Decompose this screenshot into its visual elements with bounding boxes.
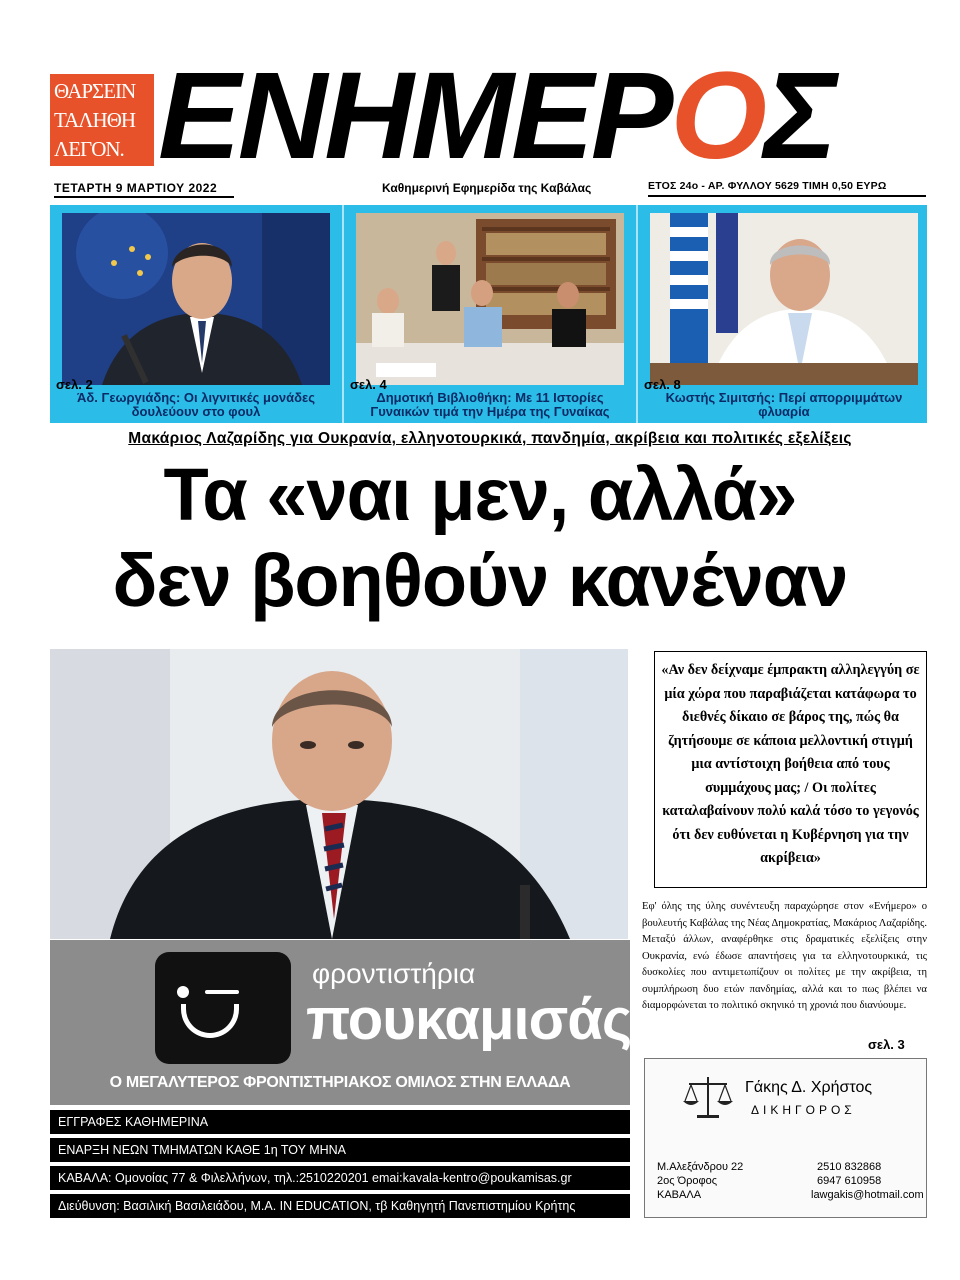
tutoring-ad[interactable] bbox=[50, 940, 630, 1105]
teaser-1-photo bbox=[62, 213, 330, 385]
logo-text-end: Σ bbox=[763, 47, 835, 185]
ad-slogan: Ο ΜΕΓΑΛΥΤΕΡΟΣ ΦΡΟΝΤΙΣΤΗΡΙΑΚΟΣ ΟΜΙΛΟΣ ΣΤΗΝ ΕΛΛΑΔΑ bbox=[109, 1074, 571, 1091]
lead-photo bbox=[50, 649, 628, 939]
ad-bar-contact: ΚΑΒΑΛΑ: Ομονοίας 77 & Φιλελλήνων, τηλ.:2510220201 emai:kavala-kentro@poukamisas.gr bbox=[50, 1166, 630, 1190]
teaser-1-caption: Άδ. Γεωργιάδης: Οι λιγνιτικές μονάδες δουλεύουν στο φουλ bbox=[77, 390, 315, 419]
tagline: Καθημερινή Εφημερίδα της Καβάλας bbox=[382, 181, 592, 195]
lawyer-name: Γάκης Δ. Χρήστος bbox=[745, 1079, 873, 1096]
teaser-2-caption: Δημοτική Βιβλιοθήκη: Με 11 Ιστορίες Γυναικών τιμά την Ημέρα της Γυναίκας bbox=[370, 390, 610, 419]
ad-bar-enrollment: ΕΓΓΡΑΦΕΣ ΚΑΘΗΜΕΡΙΝΑ bbox=[50, 1110, 630, 1134]
ad-brand-small: φροντιστήρια bbox=[312, 958, 476, 989]
lawyer-floor: 2ος Όροφος bbox=[657, 1175, 718, 1187]
headline-line-2: δεν βοηθούν κανέναν bbox=[112, 539, 848, 622]
teaser-3-caption: Κωστής Σιμιτσής: Περί απορριμμάτων φλυαρία bbox=[665, 390, 903, 419]
teaser-3-photo bbox=[650, 213, 918, 385]
lead-headline[interactable] bbox=[40, 452, 920, 624]
teaser-1-page: σελ. 2 bbox=[56, 377, 93, 392]
teaser-band bbox=[50, 205, 927, 423]
lead-page-ref: σελ. 3 bbox=[868, 1037, 905, 1052]
teaser-1[interactable] bbox=[50, 205, 342, 423]
lead-kicker: Μακάριος Λαζαρίδης για Ουκρανία, ελληνοτουρκικά, πανδημία, ακρίβεια και πολιτικές εξελίξεις bbox=[128, 430, 852, 447]
ad-brand-big: πουκαμισάς bbox=[306, 987, 632, 1052]
teaser-3[interactable] bbox=[638, 205, 930, 423]
teaser-2[interactable] bbox=[344, 205, 636, 423]
lawyer-email: lawgakis@hotmail.com bbox=[811, 1189, 924, 1201]
motto-line-1: ΘΑΡΣΕΙΝ bbox=[54, 79, 136, 103]
newspaper-logo bbox=[158, 47, 928, 185]
logo-red-o: Ο bbox=[670, 47, 764, 185]
lawyer-title: ΔΙΚΗΓΟΡΟΣ bbox=[751, 1103, 856, 1117]
logo-text-main: ΕΝΗΜΕΡ bbox=[158, 47, 671, 185]
masthead-motto bbox=[50, 74, 154, 166]
issue-underline bbox=[648, 195, 926, 197]
lawyer-phone-2: 6947 610958 bbox=[817, 1175, 882, 1187]
teaser-2-photo bbox=[356, 213, 624, 385]
ad-bar-director: Διεύθυνση: Βασιλική Βασιλειάδου, Μ.Α. IN EDUCATION, τβ Καθηγητή Πανεπιστημίου Κρήτης bbox=[50, 1194, 630, 1218]
date-underline bbox=[54, 196, 234, 198]
issue-date: ΤΕΤΑΡΤΗ 9 ΜΑΡΤΙΟΥ 2022 bbox=[54, 181, 218, 195]
lawyer-phone-1: 2510 832868 bbox=[817, 1161, 882, 1173]
lead-quote: «Αν δεν δείχναμε έμπρακτη αλληλεγγύη σε μία χώρα που παραβιάζεται κατάφωρα το διεθνές δίκαιο σε βάρος της, πώς θα ζητήσουμε σε κάποια μελλοντική στιγμή μια αντίστοιχη βοήθεια από τους συμμάχους μας; / Οι πολίτες καταλαβαίνουν πολύ καλά τόσο το γεγονός ότι δεν ευθύνεται η Κυβέρνηση για την ακρίβεια» bbox=[654, 651, 927, 888]
lawyer-city: ΚΑΒΑΛΑ bbox=[657, 1189, 702, 1201]
motto-line-2: ΤΑΛΗΘΗ bbox=[54, 108, 136, 132]
wink-smiley-icon bbox=[155, 952, 291, 1064]
motto-line-3: ΛΕΓΟΝ. bbox=[54, 137, 124, 161]
issue-number: ΕΤΟΣ 24ο - ΑΡ. ΦΥΛΛΟΥ 5629 ΤΙΜΗ 0,50 ΕΥΡΩ bbox=[648, 180, 887, 192]
teaser-3-page: σελ. 8 bbox=[644, 377, 681, 392]
headline-line-1: Τα «ναι μεν, αλλά» bbox=[163, 453, 797, 536]
lawyer-address: Μ.Αλεξάνδρου 22 bbox=[657, 1161, 744, 1173]
lead-body: Εφ' όλης της ύλης συνέντευξη παραχώρησε στον «Ενήμερο» ο βουλευτής Καβάλας της Νέας Δημοκρατίας, Μακάριος Λαζαρίδης. Μεταξύ άλλων, αναφέρθηκε στις δραματικές εξελίξεις στην Ουκρανία, ενώ έδωσε απαντήσεις για τα ελληνοτουρκικά, τις δυσκολίες που αντιμετωπίζουν οι πολίτες με την ακρίβεια, τη συμπλήρωση δυο ετών πανδημίας, αλλά και το πως βλέπει να διαμορφώνεται το πολιτικό σκηνικό τη χρονιά που διανύουμε. bbox=[642, 901, 927, 1011]
lawyer-business-card bbox=[644, 1058, 927, 1218]
teaser-2-page: σελ. 4 bbox=[350, 377, 387, 392]
scales-of-justice-icon bbox=[681, 1073, 735, 1121]
ad-bar-new-classes: ΕΝΑΡΞΗ ΝΕΩΝ ΤΜΗΜΑΤΩΝ ΚΑΘΕ 1η ΤΟΥ ΜΗΝΑ bbox=[50, 1138, 630, 1162]
